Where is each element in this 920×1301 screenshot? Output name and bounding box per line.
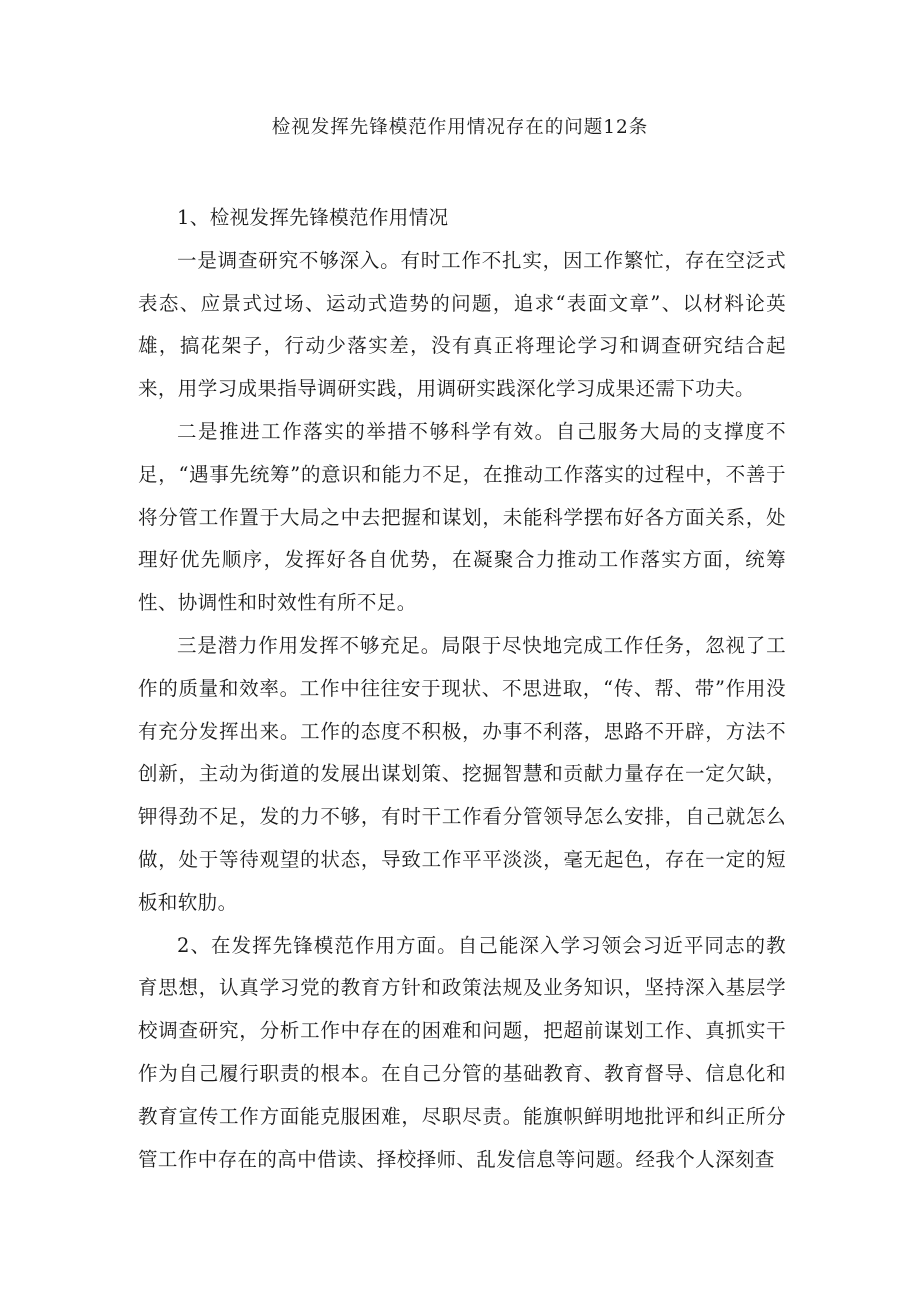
section-heading-1: 1、检视发挥先锋模范作用情况 — [177, 206, 449, 229]
paragraph-1: 一是调查研究不够深入。有时工作不扎实，因工作繁忙，存在空泛式表态、应景式过场、运动式造势的问题，追求“表面文章”、以材料论英雄，搞花架子，行动少落实差，没有真正将理论学习和调查研究结合起来，用学习成果指导调研实践，用调研实践深化学习成果还需下功夫。 — [138, 248, 786, 401]
document-body — [138, 197, 786, 1181]
paragraph-2: 二是推进工作落实的举措不够科学有效。自己服务大局的支撑度不足，“遇事先统筹”的意识和能力不足，在推动工作落实的过程中，不善于将分管工作置于大局之中去把握和谋划，未能科学摆布好各方面关系，处理好优先顺序，发挥好各自优势，在凝聚合力推动工作落实方面，统筹性、协调性和时效性有所不足。 — [138, 419, 786, 615]
paragraph-3: 三是潜力作用发挥不够充足。局限于尽快地完成工作任务，忽视了工作的质量和效率。工作中往往安于现状、不思进取，“传、帮、带”作用没有充分发挥出来。工作的态度不积极，办事不利落，思路不开辟，方法不创新，主动为街道的发展出谋划策、挖掘智慧和贡献力量存在一定欠缺，钾得劲不足，发的力不够，有时干工作看分管领导怎么安排，自己就怎么做，处于等待观望的状态，导致工作平平淡淡，毫无起色，存在一定的短板和软肋。 — [138, 633, 786, 914]
document-title: 检视发挥先锋模范作用情况存在的问题12条 — [271, 117, 649, 138]
paragraph-4: 2、在发挥先锋模范作用方面。自己能深入学习领会习近平同志的教育思想，认真学习党的教育方针和政策法规及业务知识，坚持深入基层学校调查研究，分析工作中存在的困难和问题，把超前谋划工作、真抓实干作为自己履行职责的根本。在自己分管的基础教育、教育督导、信息化和教育宣传工作方面能克服困难，尽职尽责。能旗帜鲜明地批评和纠正所分管工作中存在的高中借读、择校择师、乱发信息等问题。经我个人深刻查 — [138, 933, 786, 1171]
